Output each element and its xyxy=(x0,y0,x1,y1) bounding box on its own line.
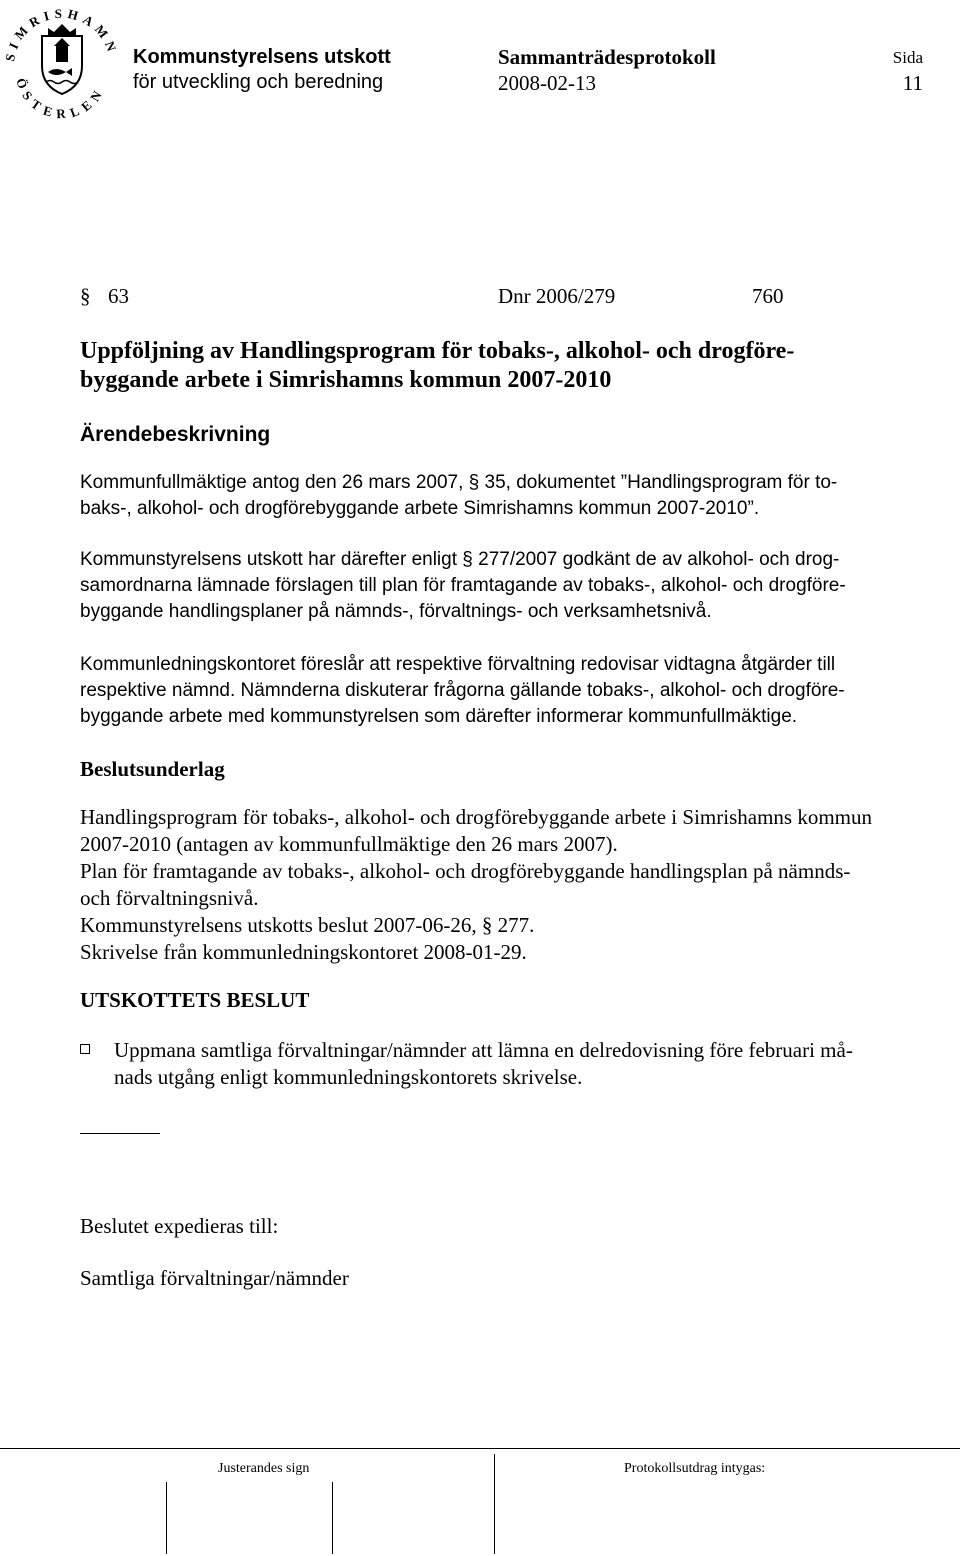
footer-divider xyxy=(0,1448,960,1449)
paragraph-line: Kommunstyrelsens utskott har därefter enligt § 277/2007 godkänt de av alkohol- och drog- xyxy=(80,549,840,570)
section-heading-decision: UTSKOTTETS BESLUT xyxy=(80,988,310,1012)
signature-box-divider xyxy=(494,1454,495,1554)
page-label: Sida xyxy=(892,48,923,67)
divider xyxy=(80,1133,160,1134)
case-title-line: byggande arbete i Simrishamns kommun 2007-2010 xyxy=(80,367,612,393)
expedition-label: Beslutet expedieras till: xyxy=(80,1214,279,1238)
description-paragraph xyxy=(80,547,940,625)
meeting-date: 2008-02-13 xyxy=(498,71,596,95)
decision-line: nads utgång enligt kommunledningskontorets skrivelse. xyxy=(114,1065,583,1089)
registration-number: Dnr 2006/279 xyxy=(498,284,616,308)
document-type: Sammanträdesprotokoll xyxy=(498,45,716,69)
paragraph-sign: § xyxy=(80,284,91,308)
logo-text-bottom: ÖSTERLEN xyxy=(13,76,108,122)
basis-item: Handlingsprogram för tobaks-, alkohol- och drogförebyggande arbete i Simrishamns kommun xyxy=(80,805,872,829)
description-paragraph xyxy=(80,652,940,730)
basis-list xyxy=(80,804,872,966)
basis-item: Skrivelse från kommunledningskontoret 2008-01-29. xyxy=(80,940,527,964)
basis-item: Kommunstyrelsens utskotts beslut 2007-06-26, § 277. xyxy=(80,913,535,937)
paragraph-line: samordnarna lämnade förslagen till plan för framtagande av tobaks-, alkohol- och drogföre- xyxy=(80,575,846,596)
committee-subtitle: för utveckling och beredning xyxy=(133,71,384,93)
case-title-line: Uppföljning av Handlingsprogram för tobaks-, alkohol- och drogföre- xyxy=(80,338,795,364)
description-paragraph xyxy=(80,470,940,522)
case-number: 63 xyxy=(108,284,129,308)
paragraph-line: byggande handlingsplaner på nämnds-, förvaltnings- och verksamhetsnivå. xyxy=(80,601,712,622)
basis-item: och förvaltningsnivå. xyxy=(80,886,259,910)
case-title xyxy=(80,337,930,395)
decision-item xyxy=(114,1037,934,1091)
page-number: 11 xyxy=(902,71,923,95)
logo-text-top: SIMRISHAMN xyxy=(2,5,121,63)
square-bullet-icon xyxy=(80,1044,90,1054)
simrishamn-coat-of-arms-icon xyxy=(0,0,124,124)
committee-name: Kommunstyrelsens utskott xyxy=(133,46,391,68)
paragraph-line: respektive nämnd. Nämnderna diskuterar frågorna gällande tobaks-, alkohol- och drogföre- xyxy=(80,680,845,701)
signature-label: Justerandes sign xyxy=(218,1461,310,1476)
extract-certification-label: Protokollsutdrag intygas: xyxy=(624,1461,766,1476)
classification-code: 760 xyxy=(752,284,784,308)
signature-box-divider xyxy=(332,1482,333,1554)
expedition-recipients: Samtliga förvaltningar/nämnder xyxy=(80,1266,349,1290)
paragraph-line: Kommunfullmäktige antog den 26 mars 2007, § 35, dokumentet ”Handlingsprogram för to- xyxy=(80,472,838,493)
section-heading-basis: Beslutsunderlag xyxy=(80,757,225,781)
basis-item: 2007-2010 (antagen av kommunfullmäktige den 26 mars 2007). xyxy=(80,832,618,856)
decision-line: Uppmana samtliga förvaltningar/nämnder att lämna en delredovisning före februari må- xyxy=(114,1038,853,1062)
paragraph-line: byggande arbete med kommunstyrelsen som därefter informerar kommunfullmäktige. xyxy=(80,706,798,727)
basis-item: Plan för framtagande av tobaks-, alkohol- och drogförebyggande handlingsplan på nämnds- xyxy=(80,859,851,883)
paragraph-line: baks-, alkohol- och drogförebyggande arbete Simrishamns kommun 2007-2010”. xyxy=(80,498,760,519)
signature-box-divider xyxy=(166,1482,167,1554)
section-heading-description: Ärendebeskrivning xyxy=(80,423,271,446)
paragraph-line: Kommunledningskontoret föreslår att respektive förvaltning redovisar vidtagna åtgärder till xyxy=(80,654,836,675)
